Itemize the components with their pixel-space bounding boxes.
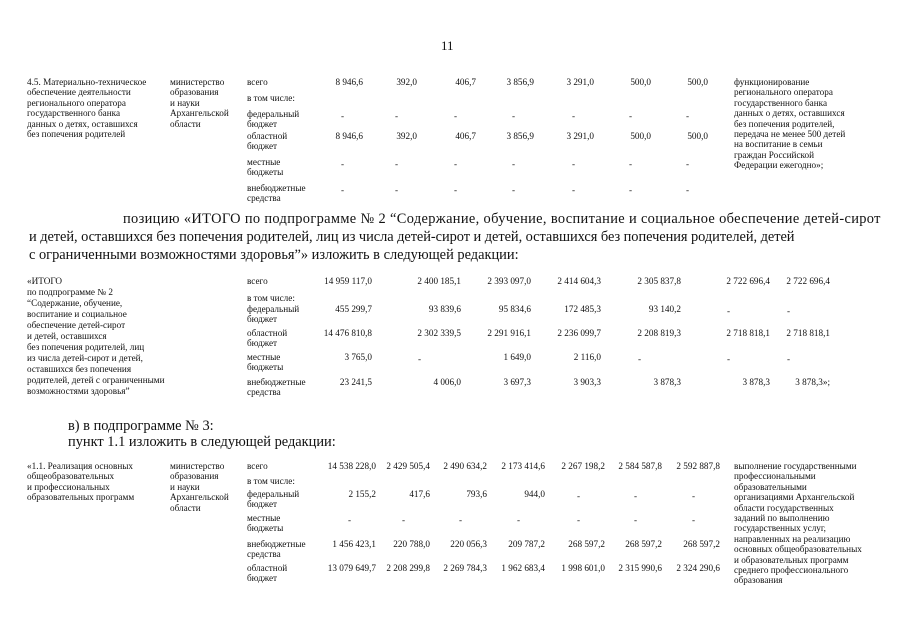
value-cell: 3 878,3: [742, 377, 770, 387]
funding-source-label: внебюджетные средства: [247, 183, 306, 204]
paragraph-line: позицию «ИТОГО по подпрограмме № 2 “Содержание, обучение, воспитание и социальное обеспечение детей-сирот: [123, 211, 881, 227]
funding-source-label: местные бюджеты: [247, 513, 284, 534]
value-cell: 2 414 604,3: [557, 276, 601, 286]
value-cell: 2 208 299,8: [386, 563, 430, 573]
value-cell: 2 302 339,5: [417, 328, 461, 338]
value-cell: 93 839,6: [428, 304, 461, 314]
value-cell: 2 208 819,3: [637, 328, 681, 338]
value-cell: -: [402, 515, 406, 525]
value-cell: 14 538 228,0: [327, 461, 376, 471]
value-cell: 23 241,5: [339, 377, 372, 387]
funding-source-label: всего: [247, 461, 268, 471]
value-cell: 3 856,9: [506, 131, 534, 141]
value-cell: 268 597,2: [683, 539, 720, 549]
value-cell: -: [686, 111, 690, 121]
value-cell: 944,0: [524, 489, 545, 499]
value-cell: 2 722 696,4: [786, 276, 830, 286]
value-cell: 2 269 784,3: [443, 563, 487, 573]
value-cell: 8 946,6: [335, 77, 363, 87]
value-cell: 3 878,3: [653, 377, 681, 387]
value-cell: -: [517, 515, 521, 525]
funding-source-label: местные бюджеты: [247, 157, 284, 178]
value-cell: -: [572, 185, 576, 195]
value-cell: -: [512, 185, 516, 195]
value-cell: 2 173 414,6: [501, 461, 545, 471]
value-cell: 3 878,3»;: [795, 377, 830, 387]
result-cell: функционирование регионального оператора государственного банка данных о детях, оставшихся без попечения родителей, передача не менее 500 детей на воспитание в семьи граждан Российской Федерации ежегодно»;: [734, 77, 846, 171]
value-cell: 2 718 818,1: [786, 328, 830, 338]
value-cell: 3 697,3: [503, 377, 531, 387]
value-cell: 2 393 097,0: [487, 276, 531, 286]
value-cell: 2 315 990,6: [618, 563, 662, 573]
value-cell: 793,6: [466, 489, 487, 499]
value-cell: -: [634, 491, 638, 501]
funding-source-label: федеральный бюджет: [247, 304, 300, 325]
value-cell: -: [577, 491, 581, 501]
value-cell: 172 485,3: [564, 304, 601, 314]
value-cell: 2 592 887,8: [676, 461, 720, 471]
funding-source-label: федеральный бюджет: [247, 109, 300, 130]
page-number: 11: [441, 38, 454, 53]
value-cell: -: [572, 111, 576, 121]
funding-source-label: всего: [247, 77, 268, 87]
paragraph-subprogram-3: в) в подпрограмме № 3:: [68, 418, 214, 434]
value-cell: -: [341, 111, 345, 121]
value-cell: -: [629, 111, 633, 121]
value-cell: 2 291 916,1: [487, 328, 531, 338]
value-cell: 268 597,2: [568, 539, 605, 549]
value-cell: -: [395, 159, 399, 169]
value-cell: -: [395, 111, 399, 121]
value-cell: -: [572, 159, 576, 169]
value-cell: -: [787, 306, 791, 316]
value-cell: -: [577, 515, 581, 525]
value-cell: 2 429 505,4: [386, 461, 430, 471]
value-cell: 8 946,6: [335, 131, 363, 141]
value-cell: -: [395, 185, 399, 195]
value-cell: 3 765,0: [344, 352, 372, 362]
value-cell: 406,7: [455, 77, 476, 87]
value-cell: 2 116,0: [573, 352, 601, 362]
value-cell: 3 291,0: [566, 77, 594, 87]
value-cell: 406,7: [455, 131, 476, 141]
executor-cell: министерство образования и науки Архангельской области: [170, 461, 229, 513]
value-cell: -: [727, 306, 731, 316]
value-cell: 1 962 683,4: [501, 563, 545, 573]
value-cell: 2 236 099,7: [557, 328, 601, 338]
value-cell: -: [454, 111, 458, 121]
value-cell: 392,0: [396, 131, 417, 141]
value-cell: 500,0: [630, 131, 651, 141]
value-cell: 3 856,9: [506, 77, 534, 87]
value-cell: -: [454, 159, 458, 169]
value-cell: -: [454, 185, 458, 195]
paragraph-item-1-1: пункт 1.1 изложить в следующей редакции:: [68, 434, 336, 450]
value-cell: 3 903,3: [573, 377, 601, 387]
funding-source-label: областной бюджет: [247, 131, 288, 152]
value-cell: 455 299,7: [335, 304, 372, 314]
value-cell: 3 291,0: [566, 131, 594, 141]
value-cell: -: [638, 354, 642, 364]
value-cell: 2 155,2: [348, 489, 376, 499]
row-name-cell: «1.1. Реализация основных общеобразовательных и профессиональных образовательных программ: [27, 461, 135, 503]
result-cell: выполнение государственными профессиональными образовательными организациями Архангельской области государственных заданий по выполнению государственных услуг, направленных на реализацию основных общеобразовательных и образовательных программ среднего профессионального образования: [734, 461, 862, 586]
value-cell: 2 400 185,1: [417, 276, 461, 286]
value-cell: -: [692, 515, 696, 525]
value-cell: 2 490 634,2: [443, 461, 487, 471]
paragraph-line: с ограниченными возможностями здоровья”» изложить в следующей редакции:: [29, 247, 519, 263]
row-name-cell: 4.5. Материально-техническое обеспечение деятельности регионального оператора государственного банка данных о детях, оставшихся без попечения родителей: [27, 77, 147, 140]
value-cell: 268 597,2: [625, 539, 662, 549]
value-cell: 13 079 649,7: [327, 563, 376, 573]
paragraph-line: и детей, оставшихся без попечения родителей, лиц из числа детей-сирот и детей, оставшихся без попечения родителей, детей: [29, 229, 795, 245]
value-cell: 2 305 837,8: [637, 276, 681, 286]
executor-cell: министерство образования и науки Архангельской области: [170, 77, 229, 129]
funding-source-label: местные бюджеты: [247, 352, 284, 373]
value-cell: 209 787,2: [508, 539, 545, 549]
funding-source-label: внебюджетные средства: [247, 539, 306, 560]
value-cell: 500,0: [687, 131, 708, 141]
value-cell: -: [692, 491, 696, 501]
value-cell: -: [341, 185, 345, 195]
value-cell: -: [686, 159, 690, 169]
funding-source-label: в том числе:: [247, 293, 295, 303]
value-cell: -: [629, 159, 633, 169]
value-cell: -: [634, 515, 638, 525]
value-cell: -: [348, 515, 352, 525]
value-cell: 500,0: [630, 77, 651, 87]
funding-source-label: в том числе:: [247, 93, 295, 103]
funding-source-label: областной бюджет: [247, 328, 288, 349]
value-cell: 2 722 696,4: [726, 276, 770, 286]
value-cell: 2 584 587,8: [618, 461, 662, 471]
value-cell: -: [341, 159, 345, 169]
value-cell: 220 056,3: [450, 539, 487, 549]
value-cell: 392,0: [396, 77, 417, 87]
value-cell: 4 006,0: [433, 377, 461, 387]
value-cell: -: [512, 159, 516, 169]
funding-source-label: федеральный бюджет: [247, 489, 300, 510]
value-cell: 2 267 198,2: [561, 461, 605, 471]
value-cell: 14 476 810,8: [323, 328, 372, 338]
value-cell: 14 959 117,0: [324, 276, 372, 286]
value-cell: 417,6: [409, 489, 430, 499]
value-cell: -: [459, 515, 463, 525]
value-cell: -: [686, 185, 690, 195]
value-cell: -: [727, 354, 731, 364]
value-cell: 1 998 601,0: [561, 563, 605, 573]
value-cell: -: [418, 354, 422, 364]
funding-source-label: внебюджетные средства: [247, 377, 306, 398]
value-cell: -: [787, 354, 791, 364]
funding-source-label: всего: [247, 276, 268, 286]
funding-source-label: в том числе:: [247, 476, 295, 486]
value-cell: 220 788,0: [393, 539, 430, 549]
value-cell: 2 324 290,6: [676, 563, 720, 573]
value-cell: 95 834,6: [498, 304, 531, 314]
value-cell: 500,0: [687, 77, 708, 87]
value-cell: 2 718 818,1: [726, 328, 770, 338]
value-cell: -: [512, 111, 516, 121]
row-name-cell: «ИТОГО по подпрограмме № 2 “Содержание, обучение, воспитание и социальное обеспечение детей-сирот и детей, оставшихся без попечения родителей, лиц из числа детей-сирот и детей, оставшихся без попечения родителей, детей с ограниченными возможностями здоровья”: [27, 276, 165, 396]
value-cell: 93 140,2: [648, 304, 681, 314]
funding-source-label: областной бюджет: [247, 563, 288, 584]
value-cell: -: [629, 185, 633, 195]
value-cell: 1 456 423,1: [332, 539, 376, 549]
value-cell: 1 649,0: [503, 352, 531, 362]
